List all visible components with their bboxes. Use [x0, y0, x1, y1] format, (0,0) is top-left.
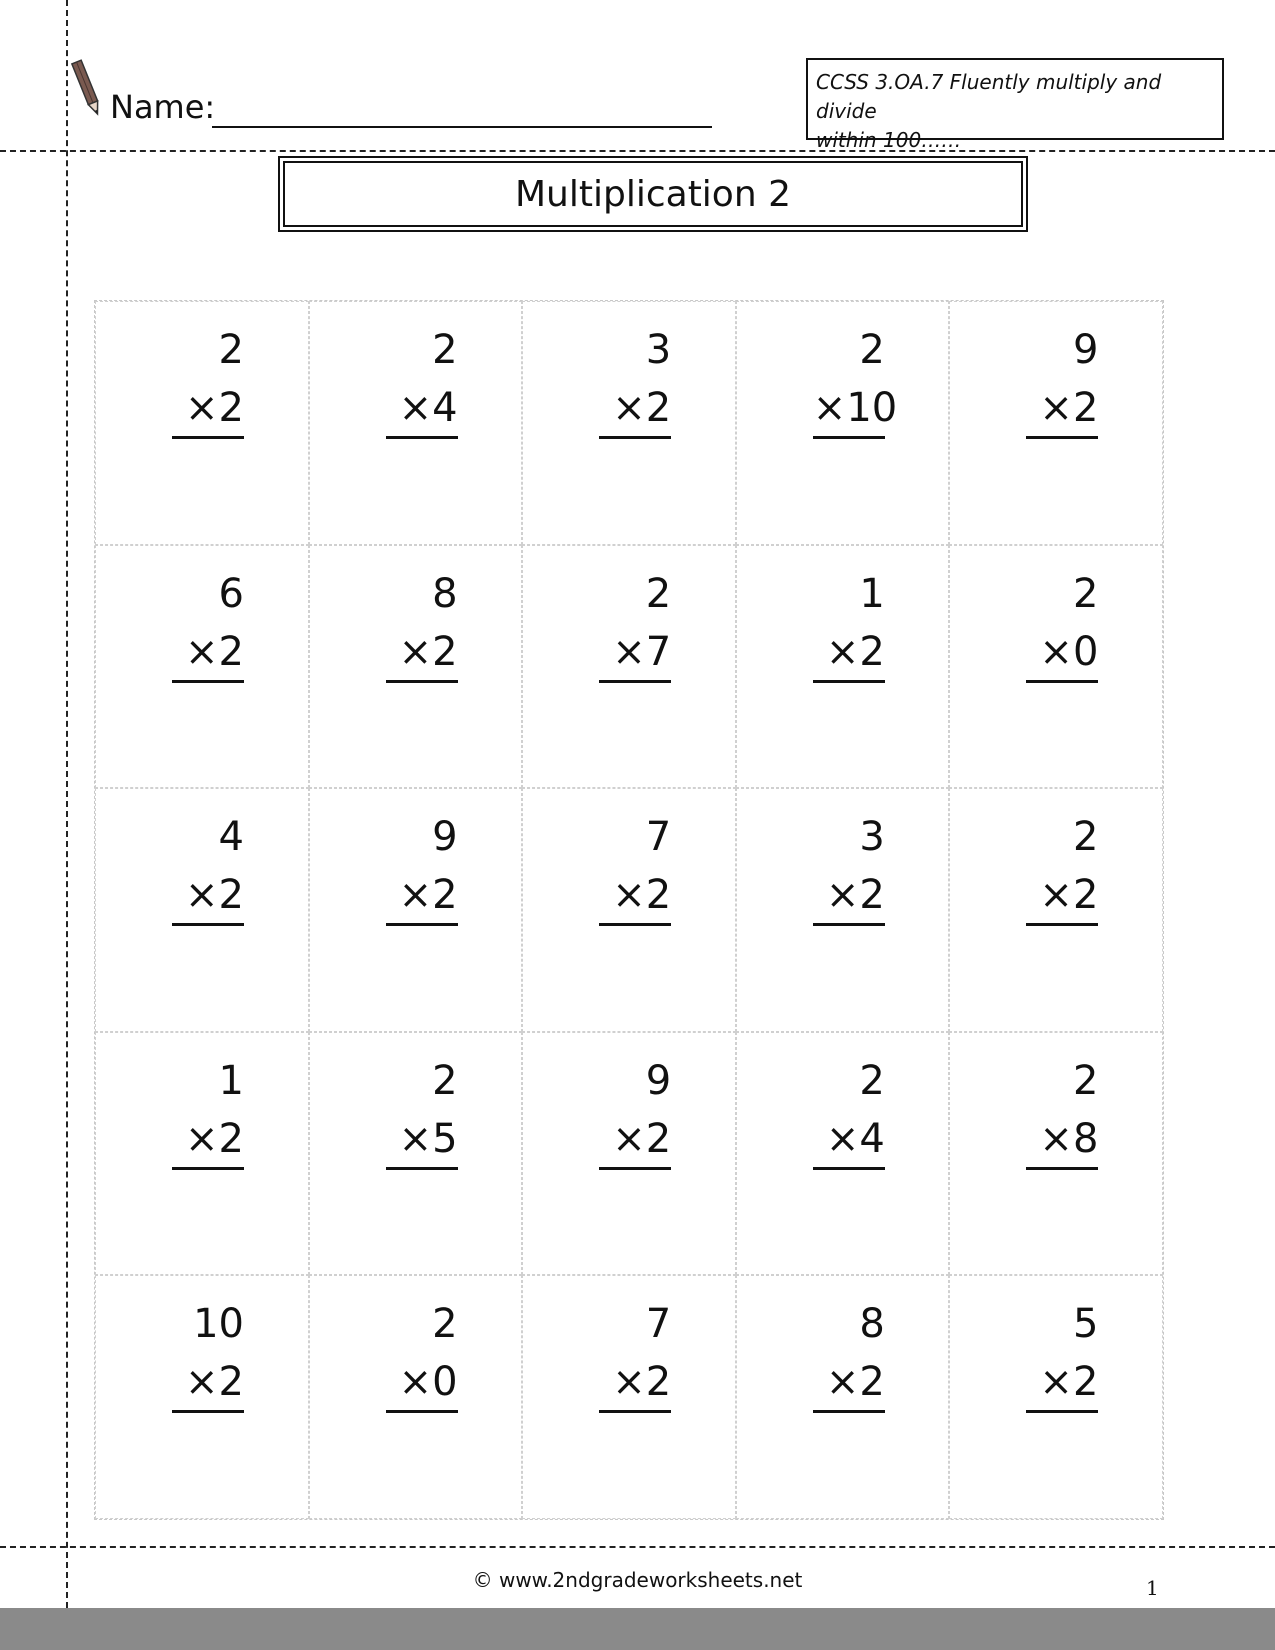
problem-multiplier: ×2 — [599, 1111, 671, 1170]
problem-top-number: 7 — [645, 814, 672, 861]
problem-top-number: 2 — [432, 1057, 458, 1104]
problem-cell — [736, 1275, 950, 1519]
name-label: Name: — [110, 88, 216, 126]
problem-top-number: 2 — [1072, 570, 1099, 617]
name-field[interactable] — [212, 126, 712, 128]
problem-top-number: 2 — [432, 327, 458, 373]
problem — [812, 320, 898, 439]
problem-top-number: 2 — [1072, 814, 1099, 861]
copyright-text: © www.2ndgradeworksheets.net — [472, 1568, 803, 1592]
problem-top-number: 8 — [432, 570, 458, 617]
problem-top-number: 9 — [645, 1057, 672, 1104]
problem — [1026, 1294, 1098, 1413]
problem-multiplier: ×7 — [599, 624, 671, 683]
problem-multiplier: ×2 — [599, 867, 671, 926]
problem — [172, 1294, 244, 1413]
problem-top-number: 2 — [859, 327, 885, 373]
problem — [599, 1051, 671, 1170]
problem-multiplier: ×5 — [386, 1111, 458, 1170]
problem-cell — [736, 788, 950, 1032]
problem-grid — [94, 300, 1164, 1520]
bottom-guide-line — [0, 1546, 1275, 1548]
problem-cell — [95, 545, 309, 789]
problem-cell — [949, 301, 1163, 545]
problem — [813, 1051, 885, 1170]
problem-cell — [522, 1275, 736, 1519]
standard-box — [806, 58, 1224, 152]
problem-multiplier: ×2 — [599, 1354, 671, 1413]
problem — [1026, 564, 1098, 683]
problem — [813, 1294, 885, 1413]
problem-cell — [522, 301, 736, 545]
problem-cell — [522, 545, 736, 789]
problem-multiplier: ×2 — [813, 1354, 885, 1413]
problem-top-number: 2 — [645, 570, 672, 617]
problem-multiplier: ×0 — [386, 1354, 458, 1413]
problem — [1026, 320, 1098, 439]
standard-text-line-1: CCSS 3.OA.7 Fluently multiply and divide — [816, 70, 1162, 123]
problem-top-number: 3 — [859, 814, 885, 861]
problem-multiplier: ×2 — [1026, 1354, 1098, 1413]
problem-cell — [949, 545, 1163, 789]
standard-text-line-2: within 100…… — [816, 128, 962, 152]
problem-cell — [95, 301, 309, 545]
problem-multiplier: ×2 — [1026, 380, 1098, 439]
problem — [599, 320, 671, 439]
problem — [813, 564, 885, 683]
problem-cell — [309, 545, 523, 789]
problem-cell — [949, 1275, 1163, 1519]
problem-top-number: 6 — [218, 570, 244, 617]
problem — [1026, 807, 1098, 926]
problem-multiplier: ×2 — [813, 624, 885, 683]
problem — [386, 1051, 458, 1170]
problem-cell — [95, 1275, 309, 1519]
problem-multiplier: ×2 — [172, 1111, 244, 1170]
problem-cell — [736, 301, 950, 545]
problem-multiplier: ×2 — [172, 624, 244, 683]
problem-top-number: 1 — [218, 1057, 244, 1104]
pencil-icon — [70, 56, 104, 120]
left-guide-line — [66, 0, 68, 1608]
problem — [1026, 1051, 1098, 1170]
problem-top-number: 4 — [218, 814, 244, 861]
problem-top-number: 7 — [645, 1301, 672, 1348]
problem-cell — [736, 1032, 950, 1276]
problem-top-number: 9 — [432, 814, 458, 861]
page-title: Multiplication 2 — [283, 161, 1023, 227]
problem-multiplier: ×4 — [813, 1111, 885, 1170]
problem-multiplier: ×2 — [1026, 867, 1098, 926]
problem — [172, 1051, 244, 1170]
problem-multiplier: ×10 — [813, 380, 885, 439]
problem-top-number: 2 — [859, 1057, 885, 1104]
problem-cell — [949, 1032, 1163, 1276]
problem-top-number: 9 — [1072, 327, 1099, 373]
problem-top-number: 3 — [645, 327, 672, 373]
problem — [386, 564, 458, 683]
problem-cell — [309, 1275, 523, 1519]
problem-cell — [736, 545, 950, 789]
problem-top-number: 2 — [218, 327, 244, 373]
problem-cell — [522, 1032, 736, 1276]
problem-top-number: 2 — [432, 1301, 458, 1348]
problem-cell — [95, 1032, 309, 1276]
problem-multiplier: ×0 — [1026, 624, 1098, 683]
problem-multiplier: ×2 — [172, 380, 244, 439]
problem-cell — [309, 1032, 523, 1276]
problem-cell — [309, 788, 523, 1032]
problem-cell — [95, 788, 309, 1032]
problem-multiplier: ×2 — [172, 867, 244, 926]
problem — [813, 807, 885, 926]
problem-multiplier: ×4 — [386, 380, 458, 439]
problem-multiplier: ×2 — [813, 867, 885, 926]
problem-top-number: 10 — [193, 1301, 244, 1348]
problem-multiplier: ×8 — [1026, 1111, 1098, 1170]
problem-top-number: 1 — [859, 570, 885, 617]
problem-multiplier: ×2 — [386, 867, 458, 926]
problem — [386, 807, 458, 926]
page-number: 1 — [1146, 1576, 1159, 1600]
problem — [386, 320, 458, 439]
problem — [599, 564, 671, 683]
problem-multiplier: ×2 — [386, 624, 458, 683]
problem-top-number: 2 — [1072, 1057, 1099, 1104]
problem-top-number: 8 — [859, 1301, 885, 1348]
problem-top-number: 5 — [1072, 1301, 1099, 1348]
problem — [172, 807, 244, 926]
problem — [386, 1294, 458, 1413]
problem-cell — [309, 301, 523, 545]
problem — [599, 807, 671, 926]
title-box — [278, 156, 1028, 232]
problem-cell — [949, 788, 1163, 1032]
problem-multiplier: ×2 — [599, 380, 671, 439]
problem-cell — [522, 788, 736, 1032]
problem — [172, 564, 244, 683]
bottom-bar — [0, 1608, 1275, 1650]
problem-multiplier: ×2 — [172, 1354, 244, 1413]
problem — [599, 1294, 671, 1413]
problem — [172, 320, 244, 439]
